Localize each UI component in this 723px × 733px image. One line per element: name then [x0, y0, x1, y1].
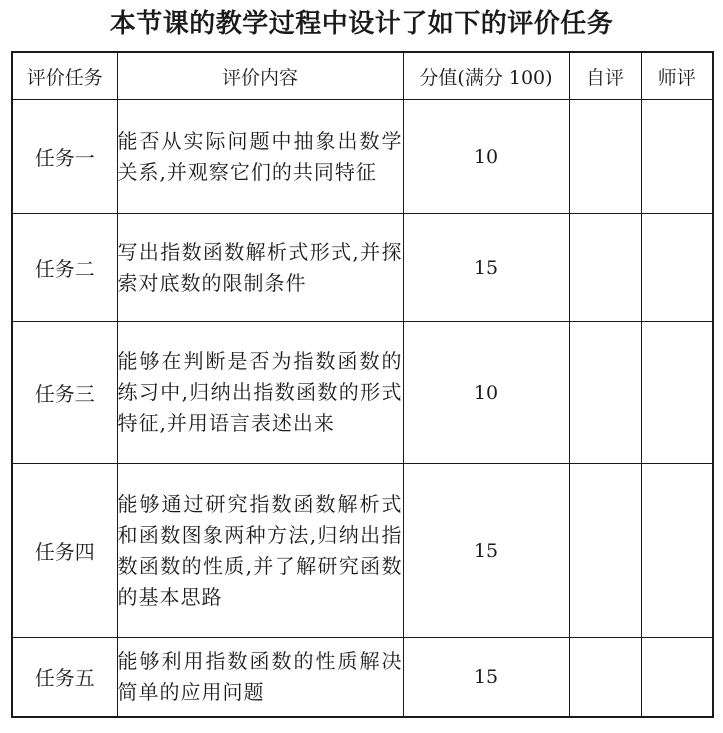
- table-row: [12, 464, 713, 638]
- evaluation-table: [11, 51, 714, 718]
- task-name-cell: 任务五: [12, 638, 117, 717]
- header-task: 评价任务: [12, 52, 117, 100]
- teacher-eval-cell[interactable]: [641, 322, 713, 464]
- teacher-eval-cell[interactable]: [641, 464, 713, 638]
- teacher-eval-cell[interactable]: [641, 638, 713, 717]
- task-name-cell: 任务三: [12, 322, 117, 464]
- score-cell: 15: [403, 214, 569, 322]
- header-teacher: 师评: [641, 52, 713, 100]
- score-cell: 10: [403, 322, 569, 464]
- score-cell: 10: [403, 100, 569, 214]
- task-content-cell: 写出指数函数解析式形式,并探索对底数的限制条件: [117, 214, 403, 322]
- teacher-eval-cell[interactable]: [641, 100, 713, 214]
- table-row: [12, 322, 713, 464]
- self-eval-cell[interactable]: [569, 214, 641, 322]
- teacher-eval-cell[interactable]: [641, 214, 713, 322]
- header-content: 评价内容: [117, 52, 403, 100]
- self-eval-cell[interactable]: [569, 100, 641, 214]
- header-self: 自评: [569, 52, 641, 100]
- self-eval-cell[interactable]: [569, 322, 641, 464]
- table-row: [12, 100, 713, 214]
- task-content-cell: 能够利用指数函数的性质解决简单的应用问题: [117, 638, 403, 717]
- self-eval-cell[interactable]: [569, 638, 641, 717]
- task-content-cell: 能够通过研究指数函数解析式和函数图象两种方法,归纳出指数函数的性质,并了解研究函数的基本思路: [117, 464, 403, 638]
- task-name-cell: 任务一: [12, 100, 117, 214]
- task-name-cell: 任务四: [12, 464, 117, 638]
- page-title: 本节课的教学过程中设计了如下的评价任务: [109, 9, 614, 39]
- header-score: 分值(满分 100): [403, 52, 569, 100]
- task-name-cell: 任务二: [12, 214, 117, 322]
- table-row: [12, 214, 713, 322]
- table-row: [12, 638, 713, 717]
- self-eval-cell[interactable]: [569, 464, 641, 638]
- task-content-cell: 能否从实际问题中抽象出数学关系,并观察它们的共同特征: [117, 100, 403, 214]
- score-cell: 15: [403, 464, 569, 638]
- score-cell: 15: [403, 638, 569, 717]
- task-content-cell: 能够在判断是否为指数函数的练习中,归纳出指数函数的形式特征,并用语言表述出来: [117, 322, 403, 464]
- table-header-row: [12, 52, 713, 100]
